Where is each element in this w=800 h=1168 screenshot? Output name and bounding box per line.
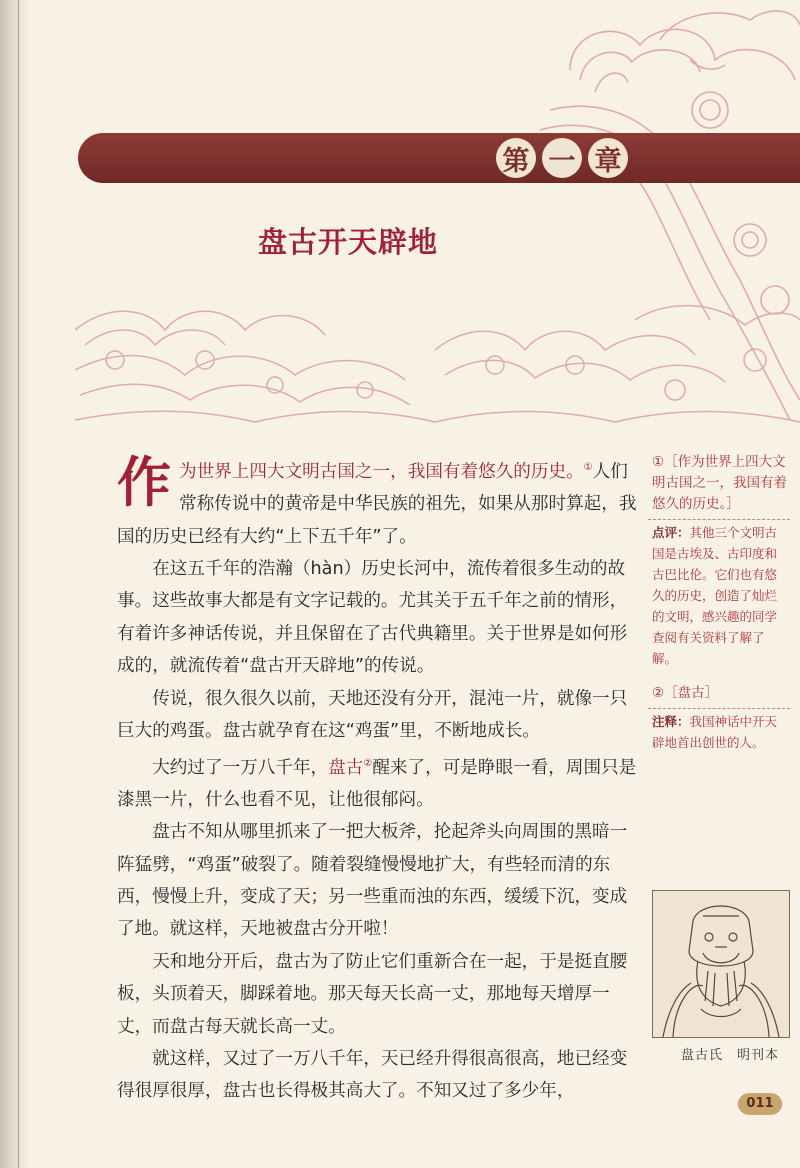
portrait-caption: 盘古氏 明刊本	[681, 1048, 780, 1063]
note-comment	[648, 708, 790, 757]
footnote-ref: ①	[583, 462, 593, 473]
paragraph-text: 醒来了，可是睁眼一看，周围只是漆黑一片，什么也看不见，让他很郁闷。	[117, 757, 637, 810]
highlighted-name: 盘古	[328, 757, 364, 778]
annotation-note	[648, 450, 790, 673]
chapter-char: 一	[542, 138, 582, 178]
pangu-portrait-image	[652, 890, 790, 1038]
footnote-ref: ②	[363, 757, 373, 769]
annotation-note	[648, 681, 790, 757]
paragraph	[117, 748, 640, 817]
highlighted-sentence: 为世界上四大文明古国之一，我国有着悠久的历史。	[179, 461, 584, 482]
chapter-char: 第	[496, 138, 536, 178]
chapter-banner	[78, 133, 800, 183]
page-number-badge: 011	[738, 1093, 782, 1115]
page-border	[18, 0, 19, 1168]
chapter-char: 章	[588, 138, 628, 178]
note-text: 其他三个文明古国是古埃及、古印度和古巴比伦。它们也有悠久的历史，创造了灿烂的文明，感兴趣的同学查阅有关资料了解了解。	[652, 525, 778, 666]
note-quote: ②［盘古］	[652, 685, 719, 701]
paragraph: 传说，很久很久以前，天地还没有分开，混沌一片，就像一只巨大的鸡蛋。盘古就孕育在这“鸡蛋”里，不断地成长。	[117, 688, 628, 742]
drop-cap: 作	[117, 451, 171, 514]
paragraph: 盘古不知从哪里抓来了一把大板斧，抡起斧头向周围的黑暗一阵猛劈，“鸡蛋”破裂了。随着裂缝慢慢地扩大，有些轻而清的东西，慢慢上升，变成了天；另一些重而浊的东西，缓缓下沉，变成了地。就这样，天地被盘古分开啦！	[117, 822, 628, 940]
note-text: 我国神话中开天辟地首出创世的人。	[652, 714, 778, 750]
article-title: 盘古开天辟地	[258, 225, 439, 259]
annotation-sidebar	[648, 450, 790, 765]
note-label: 点评：	[652, 525, 690, 540]
paragraph: 在这五千年的浩瀚（hàn）历史长河中，流传着很多生动的故事。这些故事大都是有文字记载的。尤其关于五千年之前的情形，有着许多神话传说，并且保留在了古代典籍里。关于世界是如何形成的，就流传着“盘古开天辟地”的传说。	[117, 559, 628, 677]
book-spine-shadow	[0, 0, 30, 1168]
chapter-heading	[496, 138, 628, 178]
paragraph	[117, 452, 640, 553]
paragraph-text: 大约过了一万八千年，	[152, 757, 329, 778]
paragraph-text: 人们常称传说中的黄帝是中华民族的祖先，如果从那时算起，我国的历史已经有大约“上下五千年”了。	[117, 461, 637, 547]
note-label: 注释：	[652, 714, 690, 729]
article-body	[117, 452, 640, 1108]
note-quote: ①［作为世界上四大文明古国之一，我国有着悠久的历史。］	[652, 454, 787, 512]
wave-band-decoration	[75, 290, 800, 430]
paragraph: 就这样，又过了一万八千年，天已经升得很高很高，地已经变得很厚很厚，盘古也长得极其高大了。不知又过了多少年，	[117, 1049, 628, 1102]
paragraph: 天和地分开后，盘古为了防止它们重新合在一起，于是挺直腰板，头顶着天，脚踩着地。那天每天长高一丈，那地每天增厚一丈，而盘古每天就长高一丈。	[117, 951, 628, 1037]
note-comment	[648, 519, 790, 673]
